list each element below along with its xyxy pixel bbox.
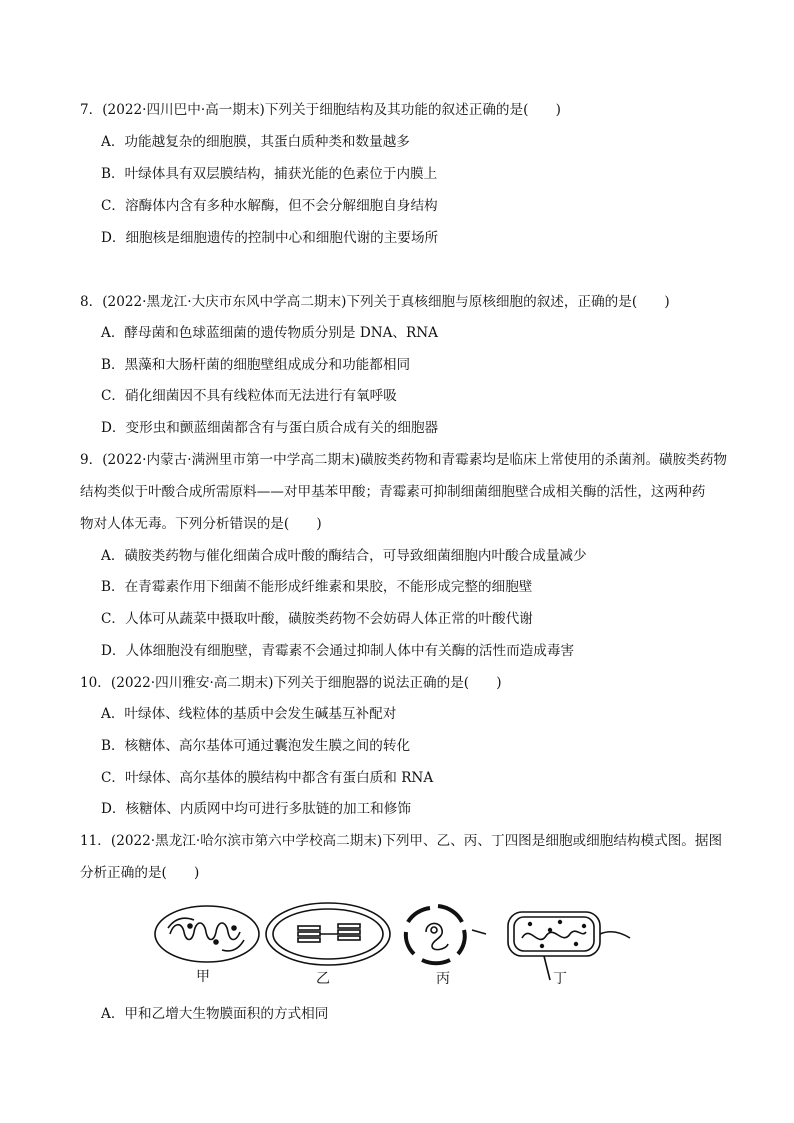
question-9-option-a: A．磺胺类药物与催化细菌合成叶酸的酶结合，可导致细菌细胞内叶酸合成量减少	[101, 548, 587, 564]
question-10-option-a: A．叶绿体、线粒体的基质中会发生碱基互补配对	[101, 706, 397, 722]
figure-label-jia: 甲	[196, 969, 210, 985]
figure-label-bing: 丙	[436, 971, 450, 987]
question-10-stem: 10．(2022·四川雅安·高二期末)下列关于细胞器的说法正确的是( )	[80, 675, 502, 691]
question-7-option-b: B．叶绿体具有双层膜结构，捕获光能的色素位于内膜上	[101, 166, 438, 182]
question-7-option-a: A．功能越复杂的细胞膜，其蛋白质种类和数量越多	[101, 134, 410, 150]
chloroplast-diagram	[266, 903, 390, 965]
question-9-option-c: C．人体可从蔬菜中摄取叶酸，磺胺类药物不会妨碍人体正常的叶酸代谢	[101, 611, 533, 627]
question-8-option-b: B．黑藻和大肠杆菌的细胞壁组成成分和功能都相同	[101, 357, 411, 373]
question-7-option-c: C．溶酶体内含有多种水解酶，但不会分解细胞自身结构	[101, 198, 438, 214]
question-7-stem: 7．(2022·四川巴中·高一期末)下列关于细胞结构及其功能的叙述正确的是( )	[80, 102, 561, 118]
question-11-option-a: A．甲和乙增大生物膜面积的方式相同	[101, 1006, 329, 1022]
nucleus-diagram	[406, 906, 465, 963]
question-8-stem: 8．(2022·黑龙江·大庆市东风中学高二期末)下列关于真核细胞与原核细胞的叙述，正确的是( )	[80, 294, 670, 310]
question-9-stem-line-1: 9．(2022·内蒙古·满洲里市第一中学高二期末)磺胺类药物和青霉素均是临床上常使用的杀菌剂。磺胺类药物	[80, 452, 728, 468]
question-9-stem-line-3: 物对人体无毒。下列分析错误的是( )	[80, 516, 322, 532]
figure-label-yi: 乙	[316, 971, 330, 987]
question-10-option-c: C．叶绿体、高尔基体的膜结构中都含有蛋白质和 RNA	[101, 770, 434, 786]
figure-label-ding: 丁	[553, 971, 567, 987]
question-10-option-d: D．核糖体、内质网中均可进行多肽链的加工和修饰	[101, 801, 411, 817]
question-11-stem-line-1: 11．(2022·黑龙江·哈尔滨市第六中学校高二期末)下列甲、乙、丙、丁四图是细胞或细胞结构模式图。据图	[80, 833, 723, 849]
question-9-option-b: B．在青霉素作用下细菌不能形成纤维素和果胶，不能形成完整的细胞壁	[101, 579, 533, 595]
question-9-option-d: D．人体细胞没有细胞壁，青霉素不会通过抑制人体中有关酶的活性而造成毒害	[101, 643, 575, 659]
question-8-option-a: A．酵母菌和色球蓝细菌的遗传物质分别是 DNA、RNA	[101, 325, 438, 341]
question-7-option-d: D．细胞核是细胞遗传的控制中心和细胞代谢的主要场所	[101, 230, 439, 246]
bacterium-diagram	[472, 912, 630, 980]
mitochondrion-diagram	[155, 906, 259, 962]
question-8-option-c: C．硝化细菌因不具有线粒体而无法进行有氧呼吸	[101, 388, 397, 404]
question-9-stem-line-2: 结构类似于叶酸合成所需原料——对甲基苯甲酸；青霉素可抑制细菌细胞壁合成相关酶的活性，这两种药	[80, 484, 706, 500]
cell-structure-figure	[150, 902, 650, 992]
question-11-stem-line-2: 分析正确的是( )	[80, 865, 200, 881]
question-10-option-b: B．核糖体、高尔基体可通过囊泡发生膜之间的转化	[101, 738, 411, 754]
question-8-option-d: D．变形虫和颤蓝细菌都含有与蛋白质合成有关的细胞器	[101, 420, 439, 436]
